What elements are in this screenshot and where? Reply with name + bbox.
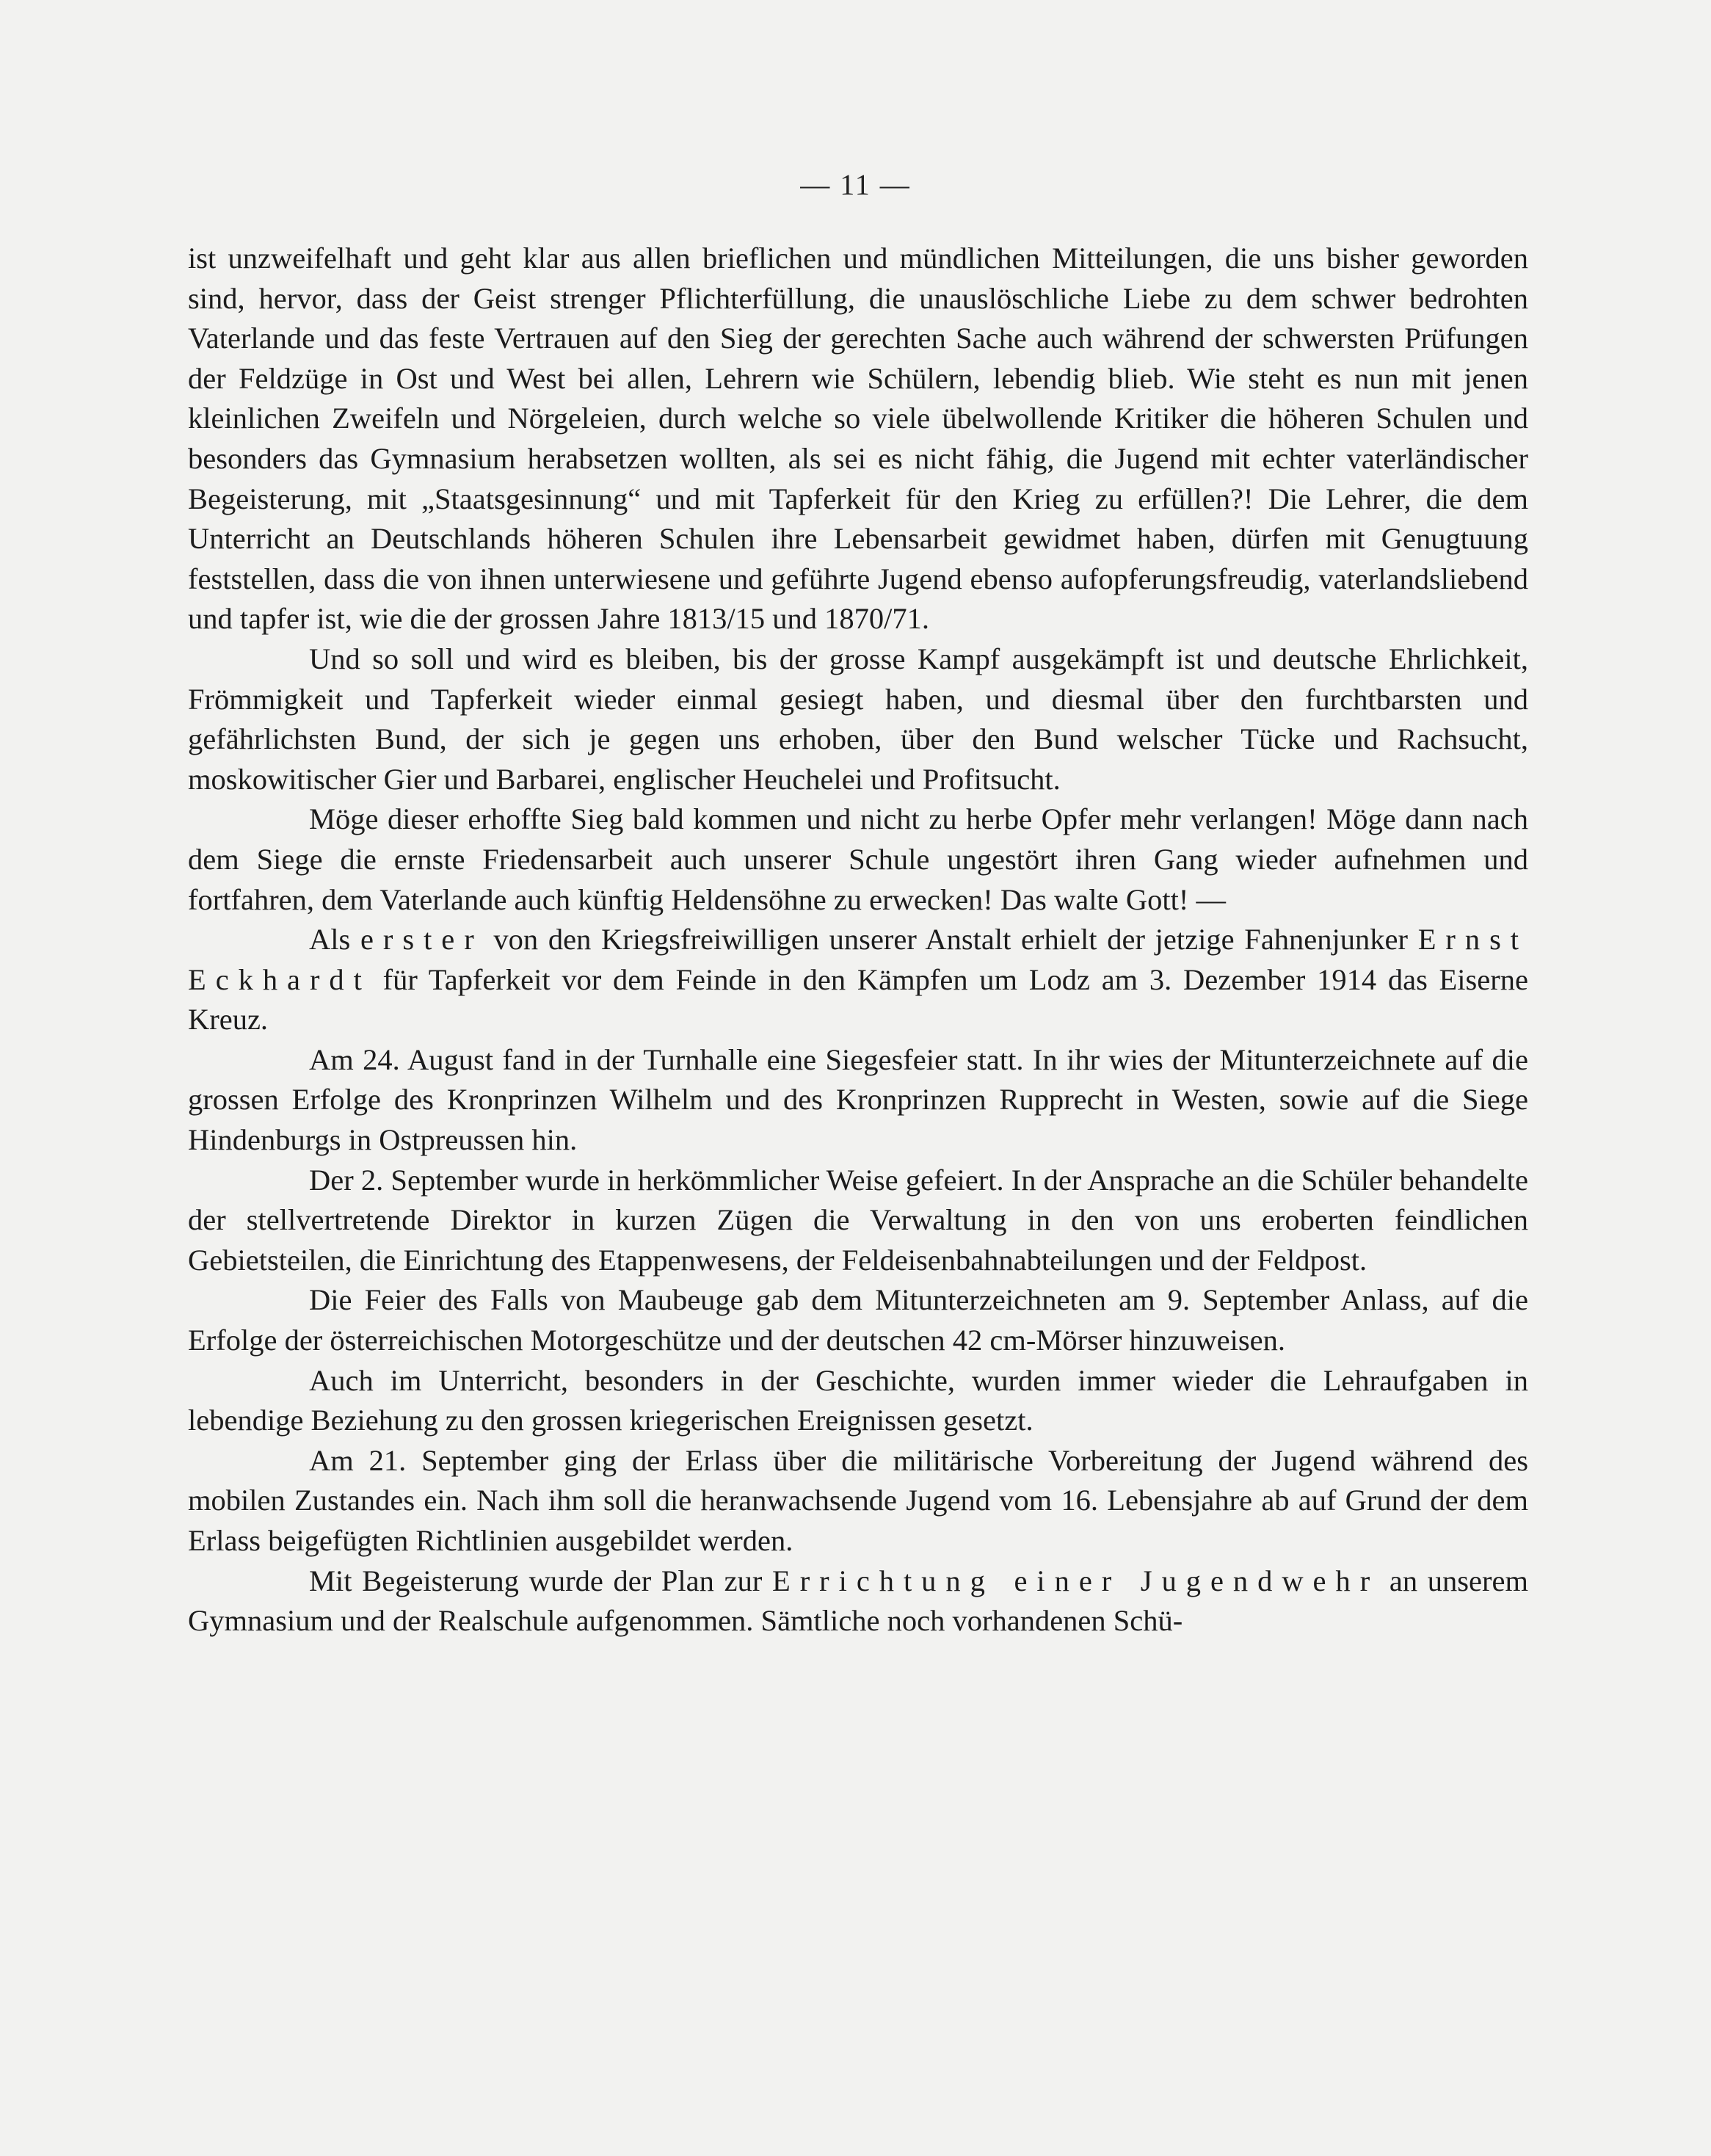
paragraph-text: Möge dieser erhoffte Sieg bald kommen und nicht zu herbe Opfer mehr verlangen! Möge dann nach dem Siege die ernste Friedensarbeit auch unserer Schule ungestört ihren Gang wieder aufnehmen und fortfahren, dem Vaterlande auch künftig Heldensöhne zu erwecken! Das walte Gott! — — [188, 802, 1528, 916]
emphasis-spaced-name: Ernst Eckhardt — [188, 923, 1529, 996]
emphasis-spaced: erster — [360, 923, 484, 957]
paragraph-6 — [188, 1161, 1528, 1281]
paragraph-text: Der 2. September wurde in herkömmlicher Weise gefeiert. In der Ansprache an die Schüler behandelte der stellvertretende Direktor in kurzen Zügen die Verwaltung in den von uns eroberten feindlichen Gebietsteilen, die Einrichtung des Etappenwesens, der Feldeisenbahnabteilungen und der Feldpost. — [188, 1163, 1528, 1277]
paragraph-text: Auch im Unterricht, besonders in der Geschichte, wurden immer wieder die Lehraufgaben in lebendige Beziehung zu den grossen kriegerischen Ereignissen gesetzt. — [188, 1363, 1528, 1437]
paragraph-text: Und so soll und wird es bleiben, bis der grosse Kampf ausgekämpft ist und deutsche Ehrlichkeit, Frömmigkeit und Tapferkeit wieder einmal gesiegt haben, und diesmal über den furchtbarsten und gefährlichsten Bund, der sich je gegen uns erhoben, über den Bund welscher Tücke und Rachsucht, moskowitischer Gier und Barbarei, englischer Heuchelei und Profitsucht. — [188, 642, 1528, 796]
paragraph-text: von den Kriegsfreiwilligen unserer Anstalt erhielt der jetzige Fahnenjunker — [483, 923, 1418, 957]
body-text — [188, 239, 1528, 1641]
paragraph-7 — [188, 1280, 1528, 1360]
paragraph-text: ist unzweifelhaft und geht klar aus allen brieflichen und mündlichen Mitteilungen, die uns bisher geworden sind, hervor, dass der Geist strenger Pflichterfüllung, die unauslöschliche Liebe zu dem schwer bedrohten Vaterlande und das feste Vertrauen auf den Sieg der gerechten Sache auch während der schwersten Prüfungen der Feldzüge in Ost und West bei allen, Lehrern wie Schülern, lebendig blieb. Wie steht es nun mit jenen kleinlichen Zweifeln und Nörgeleien, durch welche so viele übelwollende Kritiker die höheren Schulen und besonders das Gymnasium herabsetzen wollten, als sei es nicht fähig, die Jugend mit echter vaterländischer Begeisterung, mit „Staatsgesinnung“ und mit Tapferkeit für den Krieg zu erfüllen?! Die Lehrer, die dem Unterricht an Deutschlands höheren Schulen ihre Lebensarbeit gewidmet haben, dürfen mit Genugtuung feststellen, dass die von ihnen unterwiesene und geführte Jugend ebenso aufopferungsfreudig, vaterlandsliebend und tapfer ist, wie die der grossen Jahre 1813/15 und 1870/71. — [188, 242, 1528, 636]
paragraph-5 — [188, 1040, 1528, 1161]
page-number: — 11 — — [800, 168, 911, 201]
paragraph-8 — [188, 1361, 1528, 1441]
paragraph-10 — [188, 1561, 1528, 1641]
paragraph-text: Die Feier des Falls von Maubeuge gab dem Mitunterzeichneten am 9. September Anlass, auf die Erfolge der österreichischen Motorgeschütze und der deutschen 42 cm-Mörser hinzuweisen. — [188, 1283, 1528, 1357]
paragraph-text: an unserem Gymnasium und der Realschule aufgenommen. Sämtliche noch vorhandenen Schü- — [188, 1564, 1528, 1638]
paragraph-1 — [188, 239, 1528, 639]
paragraph-text: Am 21. September ging der Erlass über die militärische Vorbereitung der Jugend während des mobilen Zustandes ein. Nach ihm soll die heranwachsende Jugend vom 16. Lebensjahre ab auf Grund der dem Erlass beigefügten Richtlinien ausgebildet werden. — [188, 1443, 1528, 1557]
paragraph-text: Am 24. August fand in der Turnhalle eine Siegesfeier statt. In ihr wies der Mitunterzeichnete auf die grossen Erfolge des Kronprinzen Wilhelm und des Kronprinzen Rupprecht in Westen, sowie auf die Siege Hindenburgs in Ostpreussen hin. — [188, 1042, 1528, 1157]
paragraph-4 — [188, 920, 1528, 1040]
paragraph-9 — [188, 1441, 1528, 1561]
paragraph-text: Mit Begeisterung wurde der Plan zur — [309, 1564, 773, 1597]
paragraph-3 — [188, 799, 1528, 920]
paragraph-text: für Tapferkeit vor dem Feinde in den Kämpfen um Lodz am 3. Dezember 1914 das Eiserne Kreuz. — [188, 962, 1528, 1037]
paragraph-2 — [188, 639, 1528, 799]
emphasis-spaced: Errichtung einer Jugendwehr — [772, 1564, 1380, 1597]
paragraph-text: Als — [309, 923, 360, 957]
